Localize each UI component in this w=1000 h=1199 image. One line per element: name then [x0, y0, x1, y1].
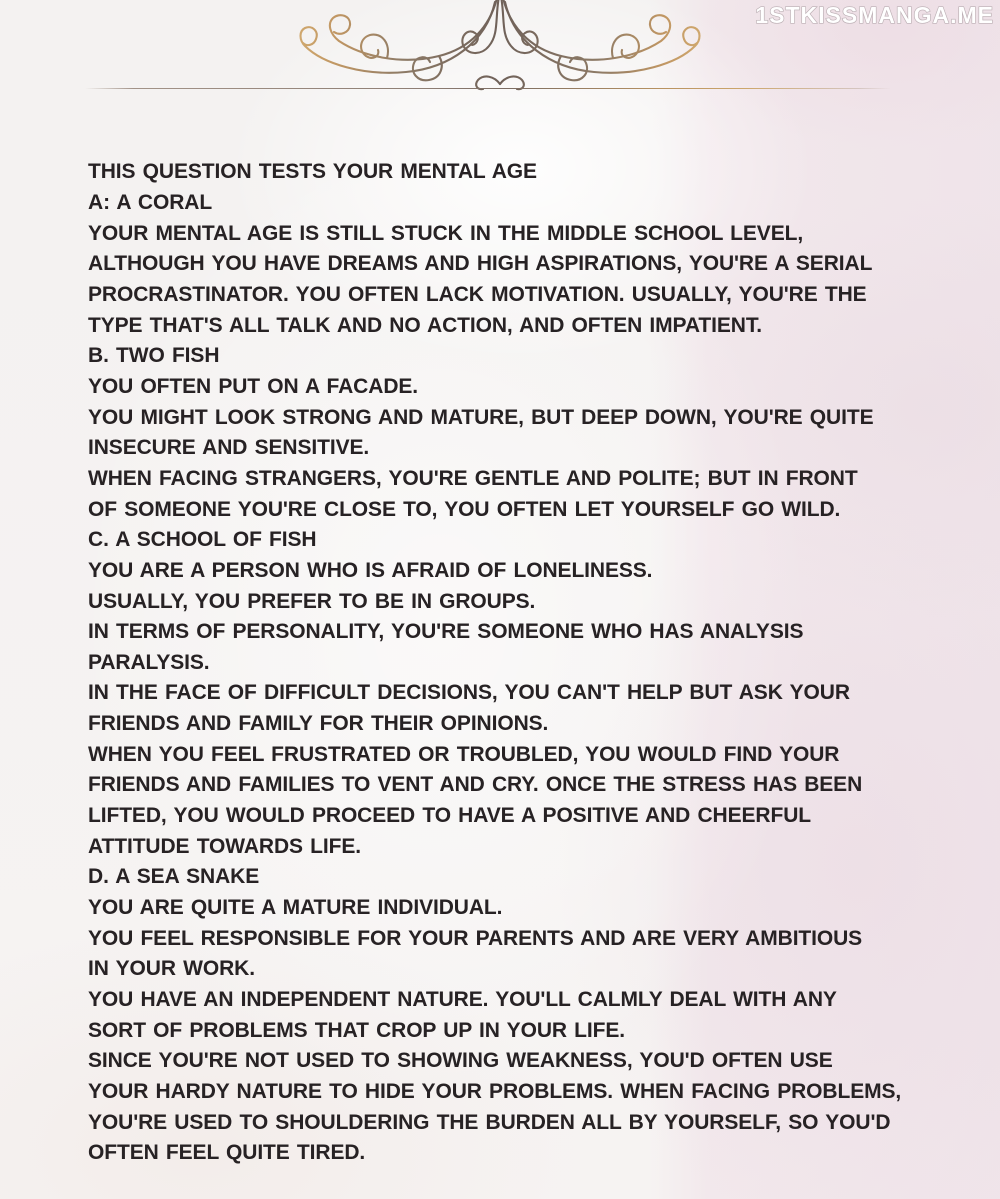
text-line: YOU FEEL RESPONSIBLE FOR YOUR PARENTS AND ARE VERY AMBITIOUS — [88, 926, 863, 950]
text-line: YOU OFTEN PUT ON A FACADE. — [88, 374, 419, 398]
text-line: SINCE YOU'RE NOT USED TO SHOWING WEAKNESS, YOU'D OFTEN USE — [88, 1049, 833, 1073]
text-line: USUALLY, YOU PREFER TO BE IN GROUPS. — [88, 589, 536, 613]
text-line: PROCRASTINATOR. YOU OFTEN LACK MOTIVATION. USUALLY, YOU'RE THE — [88, 282, 867, 306]
text-line: PARALYSIS. — [88, 650, 210, 674]
text-line: OFTEN FEEL QUITE TIRED. — [88, 1141, 366, 1165]
text-line: ALTHOUGH YOU HAVE DREAMS AND HIGH ASPIRATIONS, YOU'RE A SERIAL — [88, 252, 873, 276]
text-line: B. TWO FISH — [88, 344, 220, 368]
text-line: TYPE THAT'S ALL TALK AND NO ACTION, AND OFTEN IMPATIENT. — [88, 313, 762, 337]
text-line: YOU ARE QUITE A MATURE INDIVIDUAL. — [88, 896, 503, 920]
divider-line — [85, 88, 891, 89]
text-line: ATTITUDE TOWARDS LIFE. — [88, 834, 362, 858]
flourish-ornament — [283, 0, 717, 92]
text-line: IN YOUR WORK. — [88, 957, 255, 981]
quiz-text-block — [88, 157, 968, 1169]
text-line: IN TERMS OF PERSONALITY, YOU'RE SOMEONE WHO HAS ANALYSIS — [88, 620, 804, 644]
text-line: A: A CORAL — [88, 190, 213, 214]
text-line: INSECURE AND SENSITIVE. — [88, 436, 370, 460]
text-line: IN THE FACE OF DIFFICULT DECISIONS, YOU CAN'T HELP BUT ASK YOUR — [88, 681, 850, 705]
text-line: C. A SCHOOL OF FISH — [88, 528, 317, 552]
text-line: YOUR MENTAL AGE IS STILL STUCK IN THE MIDDLE SCHOOL LEVEL, — [88, 221, 804, 245]
watermark: 1STKISSMANGA.ME — [755, 2, 994, 28]
text-line: D. A SEA SNAKE — [88, 865, 260, 889]
text-line: LIFTED, YOU WOULD PROCEED TO HAVE A POSITIVE AND CHEERFUL — [88, 804, 812, 828]
text-line: YOU HAVE AN INDEPENDENT NATURE. YOU'LL CALMLY DEAL WITH ANY — [88, 988, 837, 1012]
text-line: YOU MIGHT LOOK STRONG AND MATURE, BUT DEEP DOWN, YOU'RE QUITE — [88, 405, 874, 429]
text-line: YOU ARE A PERSON WHO IS AFRAID OF LONELINESS. — [88, 558, 653, 582]
text-line: YOU'RE USED TO SHOULDERING THE BURDEN ALL BY YOURSELF, SO YOU'D — [88, 1110, 891, 1134]
text-line: THIS QUESTION TESTS YOUR MENTAL AGE — [88, 160, 537, 184]
text-line: FRIENDS AND FAMILY FOR THEIR OPINIONS. — [88, 712, 549, 736]
text-line: YOUR HARDY NATURE TO HIDE YOUR PROBLEMS. WHEN FACING PROBLEMS, — [88, 1080, 902, 1104]
text-line: OF SOMEONE YOU'RE CLOSE TO, YOU OFTEN LET YOURSELF GO WILD. — [88, 497, 841, 521]
text-line: WHEN YOU FEEL FRUSTRATED OR TROUBLED, YOU WOULD FIND YOUR — [88, 742, 840, 766]
text-line: FRIENDS AND FAMILIES TO VENT AND CRY. ONCE THE STRESS HAS BEEN — [88, 773, 863, 797]
text-line: WHEN FACING STRANGERS, YOU'RE GENTLE AND POLITE; BUT IN FRONT — [88, 466, 858, 490]
text-line: SORT OF PROBLEMS THAT CROP UP IN YOUR LIFE. — [88, 1018, 626, 1042]
